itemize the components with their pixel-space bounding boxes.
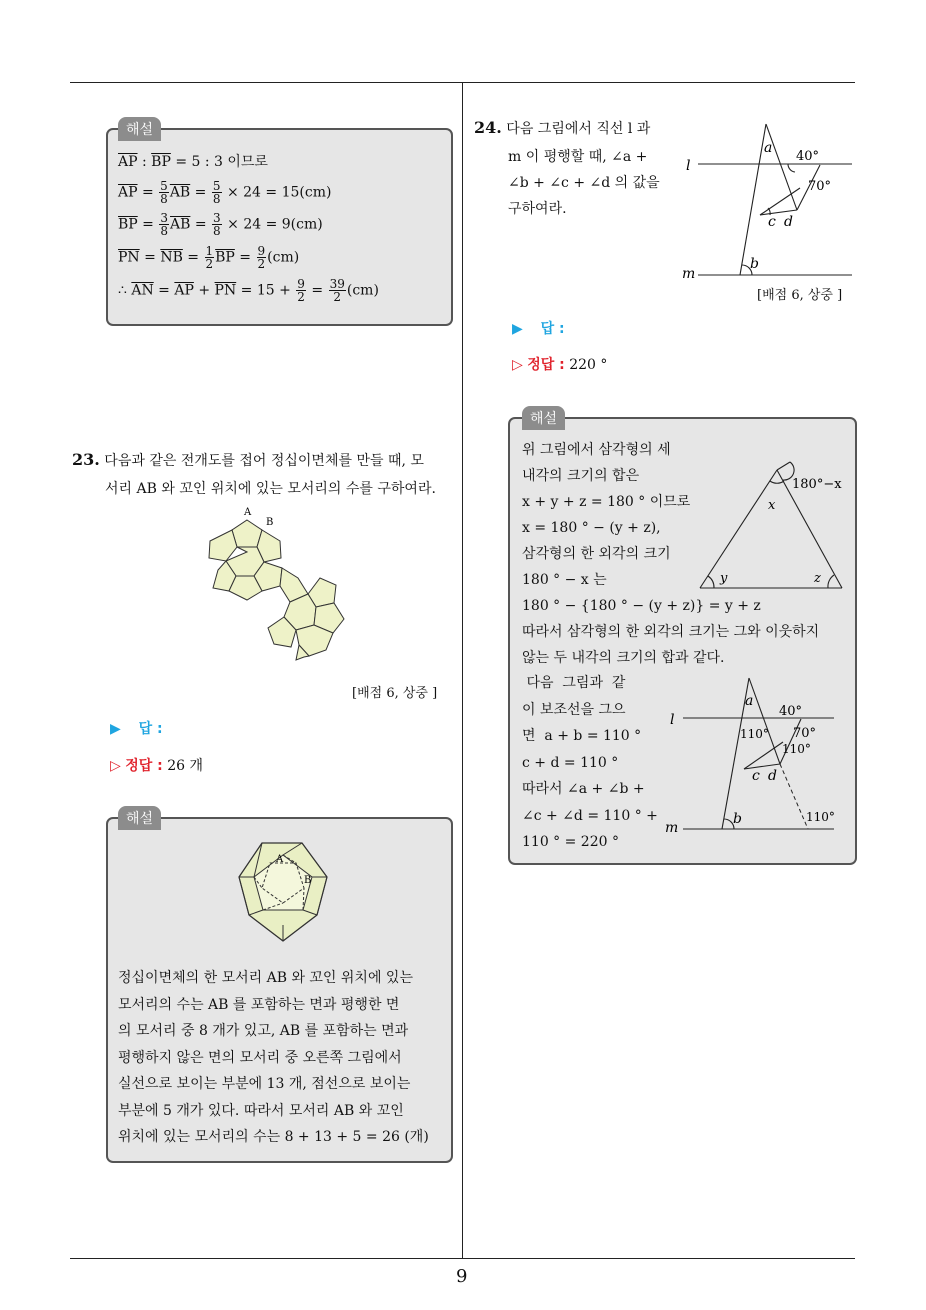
solution-line: 따라서 ∠a + ∠b + xyxy=(522,781,645,797)
solution-line: 내각의 크기의 합은 xyxy=(522,468,640,484)
column-divider xyxy=(462,82,463,1258)
correct-value: 220 ° xyxy=(569,357,608,373)
vertex-label-a: A xyxy=(276,854,284,865)
solution-text-bottom xyxy=(522,670,658,856)
solution-line-5: ∴ $\overline{AN} = \overline{AP} + \overline{PN} = 15$ + $\frac{9}{2}$ = $\frac{39}{2}$ (cm) xyxy=(118,277,379,304)
solution-line: 않는 두 내각의 크기의 합과 같다. xyxy=(522,650,725,666)
angle-label-c: c xyxy=(752,768,760,784)
correct-answer-23 xyxy=(110,755,203,775)
solution-line: 위치에 있는 모서리의 수는 8 + 13 + 5 = 26 (개) xyxy=(118,1129,429,1145)
play-outline-icon: ▷ xyxy=(110,758,121,774)
solution-line-3: $\overline{BP}$ = $\frac{3}{8}$ $\overline{AB}$ = $\frac{3}{8}$ × 24 = 9(cm) xyxy=(118,211,323,238)
score-24: [배점 6, 상중 ] xyxy=(757,288,843,303)
play-outline-icon: ▷ xyxy=(512,357,523,373)
solution-line-4: $\overline{PN} = \overline{NB}$ = $\frac{1}{2}$ $\overline{BP}$ = $\frac{9}{2}$ (cm) xyxy=(118,244,300,271)
solution-line: 평행하지 않은 면의 모서리 중 오른쪽 그림에서 xyxy=(118,1049,402,1066)
angle-label-110-b: 110° xyxy=(782,742,811,756)
answer-label: 답 : xyxy=(540,321,565,337)
angle-label-40: 40° xyxy=(779,704,803,719)
solution-line: 따라서 삼각형의 한 외각의 크기는 그와 이웃하지 xyxy=(522,624,820,640)
solution-line: 이 보조선을 그으 xyxy=(522,701,626,718)
line-label-l: l xyxy=(686,158,691,174)
line-label-m: m xyxy=(682,266,696,282)
solution-tag: 해설 xyxy=(118,117,161,141)
vertex-label-b: B xyxy=(304,875,312,886)
line-label-m: m xyxy=(665,820,679,836)
question-text-line-2: 서리 AB 와 꼬인 위치에 있는 모서리의 수를 구하여라. xyxy=(105,481,436,497)
play-icon: ▶ xyxy=(110,721,121,737)
angle-label-b: b xyxy=(750,256,759,272)
solution-tag: 해설 xyxy=(522,406,565,430)
bottom-rule xyxy=(70,1258,855,1259)
auxiliary-line-figure xyxy=(662,675,842,835)
solution-line: 정십이면체의 한 모서리 AB 와 꼬인 위치에 있는 xyxy=(118,970,413,986)
correct-value: 26 개 xyxy=(167,758,204,774)
question-number: 24. xyxy=(474,118,502,137)
solution-line: x = 180 ° − (y + z), xyxy=(522,520,661,536)
angle-label-110-c: 110° xyxy=(806,810,835,824)
question-24 xyxy=(474,118,650,138)
angle-label-b: b xyxy=(733,811,742,827)
question-text-line: ∠b + ∠c + ∠d 의 값을 xyxy=(508,175,660,191)
solution-line: c + d = 110 ° xyxy=(522,754,619,771)
question-text-line-1: 다음과 같은 전개도를 접어 정십이면체를 만들 때, 모 xyxy=(104,453,424,469)
score-23: [배점 6, 상중 ] xyxy=(352,686,438,701)
question-24-text xyxy=(508,144,660,222)
solution-text-23 xyxy=(118,965,429,1151)
dodecahedron-net-figure xyxy=(200,500,350,665)
solution-line: x + y + z = 180 ° 이므로 xyxy=(522,494,691,510)
solution-line: ∠c + ∠d = 110 ° + xyxy=(522,807,658,824)
vertex-label-b: B xyxy=(266,517,274,528)
angle-label-x: x xyxy=(768,498,776,513)
correct-label: 정답 : xyxy=(125,758,163,774)
solution-line-2: $\overline{AP}$ = $\frac{5}{8}$ $\overline{AB}$ = $\frac{5}{8}$ × 24 = 15(cm) xyxy=(118,179,332,206)
solution-line: 180 ° − {180 ° − (y + z)} = y + z xyxy=(522,598,761,614)
line-label-l: l xyxy=(670,712,675,728)
solution-line: 위 그림에서 삼각형의 세 xyxy=(522,442,671,458)
angle-label-a: a xyxy=(764,140,773,156)
answer-line-24 xyxy=(512,318,565,338)
solution-line-1: $\overline{AP}$ : $\overline{BP} = 5$ : 3 이므로 xyxy=(118,154,268,170)
solution-line: 다음 그림과 같 xyxy=(522,675,626,691)
triangle-exterior-angle-figure xyxy=(695,460,855,590)
angle-label-d: d xyxy=(768,768,777,784)
solution-line: 180 ° − x 는 xyxy=(522,572,607,588)
angle-label-d: d xyxy=(784,214,793,230)
dodecahedron-figure xyxy=(228,838,338,948)
answer-line-23 xyxy=(110,718,163,738)
exterior-angle-label: 180°−x xyxy=(792,477,842,492)
question-text-line: m 이 평행할 때, ∠a + xyxy=(508,149,648,165)
vertex-label-a: A xyxy=(244,507,252,518)
solution-line: 실선으로 보이는 부분에 13 개, 점선으로 보이는 xyxy=(118,1076,411,1092)
correct-label: 정답 : xyxy=(527,357,565,373)
parallel-lines-figure xyxy=(680,120,860,285)
page-number: 9 xyxy=(456,1266,468,1287)
angle-label-110-a: 110° xyxy=(740,727,769,741)
angle-label-a: a xyxy=(745,693,754,709)
solution-line: 부분에 5 개가 있다. 따라서 모서리 AB 와 꼬인 xyxy=(118,1102,404,1119)
angle-label-70: 70° xyxy=(793,726,817,741)
solution-line: 의 모서리 중 8 개가 있고, AB 를 포함하는 면과 xyxy=(118,1023,409,1039)
answer-label: 답 : xyxy=(138,721,163,737)
question-text-line-1: 다음 그림에서 직선 l 과 xyxy=(506,121,651,137)
solution-line: 110 ° = 220 ° xyxy=(522,834,619,850)
solution-line: 삼각형의 한 외각의 크기 xyxy=(522,546,671,562)
angle-label-70: 70° xyxy=(808,179,832,194)
correct-answer-24 xyxy=(512,354,607,374)
angle-label-c: c xyxy=(768,214,776,230)
play-icon: ▶ xyxy=(512,321,523,337)
angle-label-z: z xyxy=(814,571,821,586)
solution-line: 면 a + b = 110 ° xyxy=(522,728,642,744)
question-23 xyxy=(72,450,424,470)
question-text-line: 구하여라. xyxy=(508,201,567,217)
question-number: 23. xyxy=(72,450,100,469)
angle-label-y: y xyxy=(720,571,728,586)
solution-tag: 해설 xyxy=(118,806,161,830)
angle-label-40: 40° xyxy=(796,149,820,164)
solution-line: 모서리의 수는 AB 를 포함하는 면과 평행한 면 xyxy=(118,996,400,1013)
